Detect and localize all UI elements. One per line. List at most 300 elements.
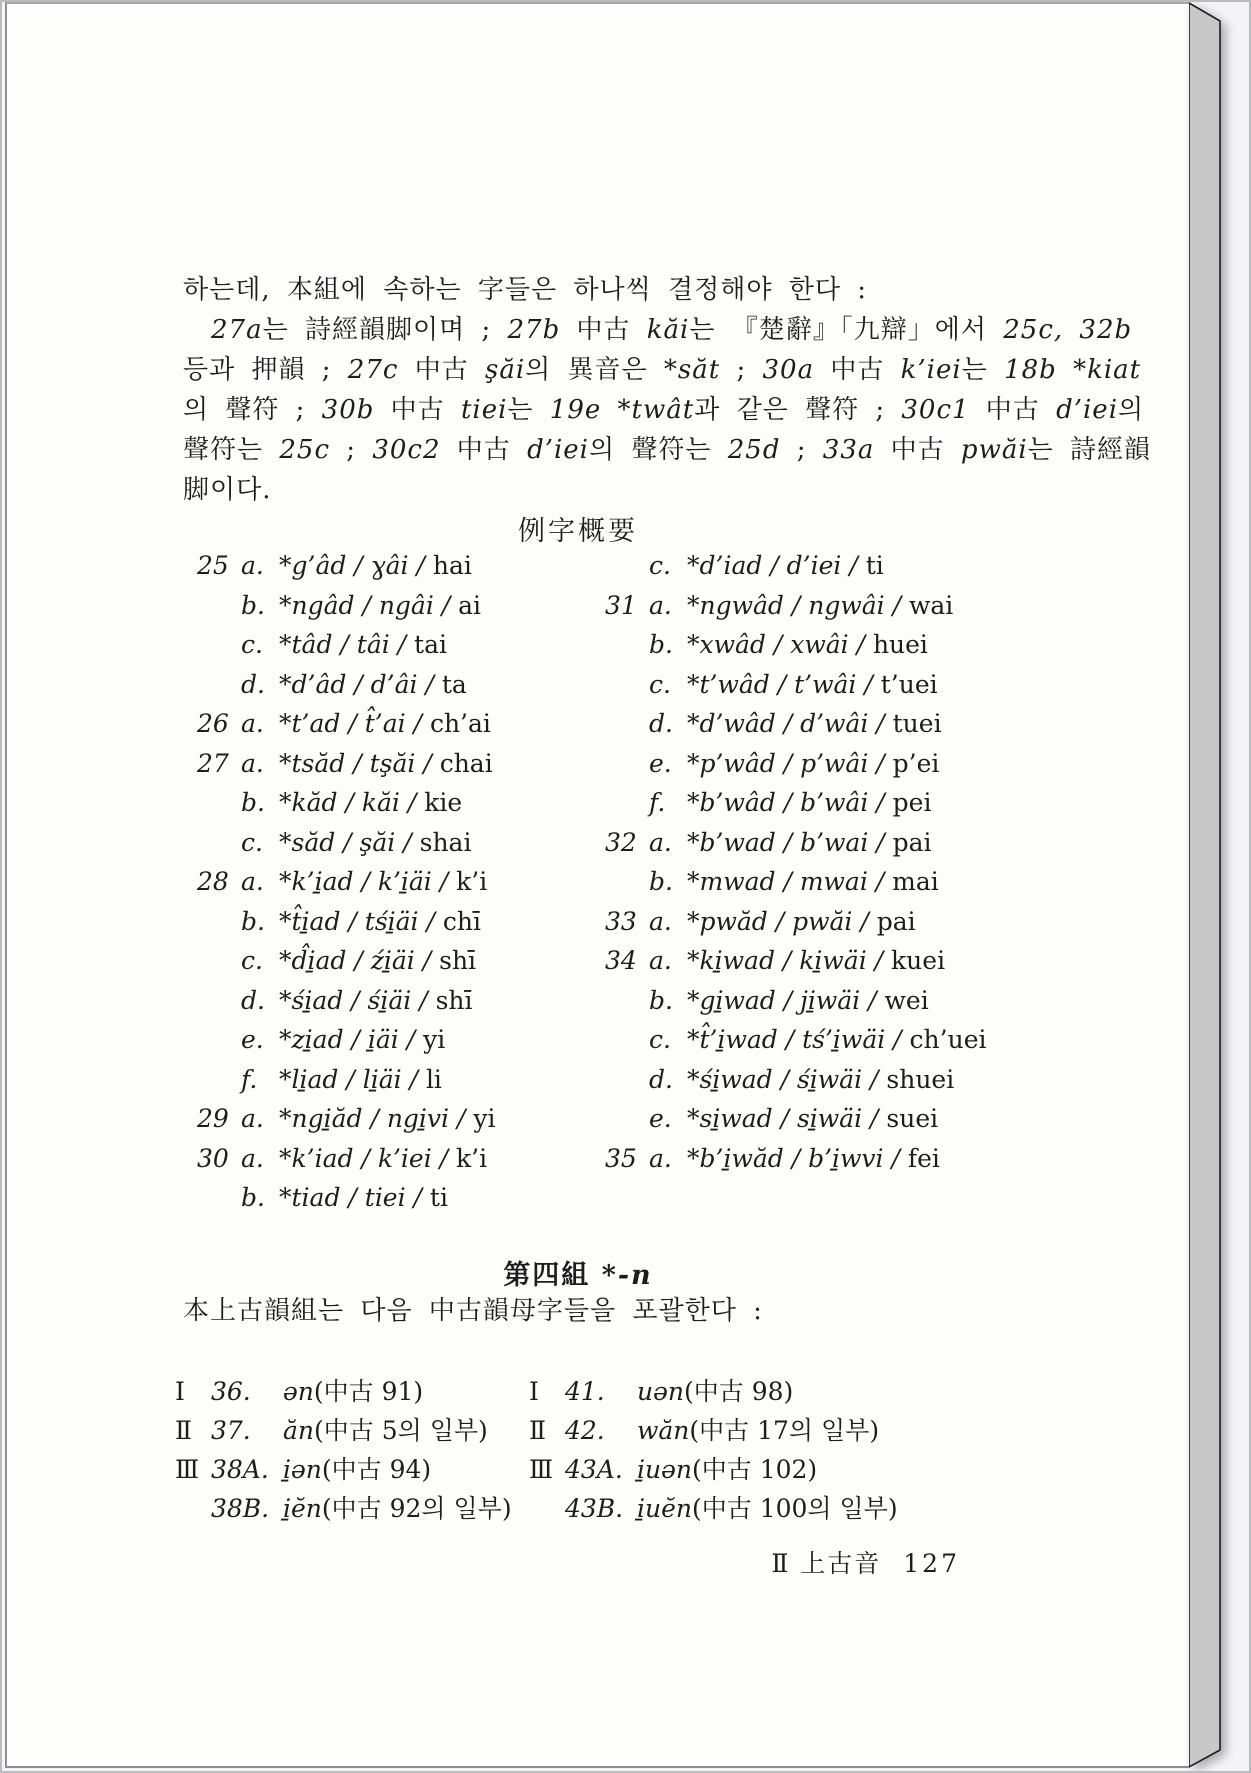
phonetic-form: kăi [646,315,690,345]
romanization: pai [876,906,916,936]
example-letter: a. [649,590,672,620]
rhyme-band-numeral: Ⅱ [529,1416,546,1445]
example-row [197,941,496,981]
rhyme-note: (中古 92의 일부) [321,1494,512,1523]
example-row [197,1099,496,1139]
rhyme-row [529,1372,898,1411]
example-forms [279,546,472,586]
phonetic-form: 30c1 [901,395,970,425]
example-number: 35 [605,1143,637,1173]
example-letter: e. [649,1104,672,1133]
reconstructed-forms: *śi̱wad / śi̱wäi / [687,1064,887,1094]
example-letter: d. [241,985,265,1015]
rhyme-row [175,1372,512,1411]
example-number [605,704,633,744]
text-run: 中古 [874,435,961,465]
examples-column-left [197,546,496,1218]
reconstructed-forms: *b’i̱wăd / b’i̱wvi / [687,1143,908,1173]
romanization: shuei [886,1064,955,1094]
rhyme-forms [283,1411,488,1450]
romanization: p’ei [892,748,940,778]
example-forms [687,586,953,626]
rhyme-note: (中古 102) [692,1455,818,1484]
example-letter: a. [241,867,264,896]
rhyme-forms [283,1372,423,1411]
example-letter: c. [649,669,671,699]
paragraph-line [183,470,995,510]
romanization: k’i [456,867,488,896]
example-row [605,823,987,863]
example-forms [279,941,476,981]
romanization: huei [872,630,928,659]
example-number [197,1060,225,1100]
romanization: t’uei [880,669,938,699]
reconstructed-forms: *ki̱wad / ki̱wäi / [687,946,892,975]
reconstructed-forms: *zi̱ad / i̱äi / [279,1025,424,1054]
example-number [605,981,633,1021]
example-number: 28 [197,867,229,896]
example-letter: c. [241,827,263,857]
text-run: ; [720,355,763,385]
example-number [197,902,225,942]
romanization: chī [442,906,481,936]
reconstructed-forms: *t̂’i̱wad / tś’i̱wäi / [687,1025,910,1054]
example-row [605,981,987,1021]
example-letter: e. [649,748,672,778]
phonetic-form: *săt [663,355,721,385]
romanization: tai [414,630,447,659]
paragraph-line [183,430,1152,470]
examples-column-right [605,546,987,1178]
example-letter: a. [241,709,264,738]
example-number: 25 [197,551,229,580]
phonetic-form: 30a [762,355,815,385]
example-letter: c. [649,1025,671,1054]
example-row [605,1099,987,1139]
phonetic-form: k’iei [900,355,962,385]
rhyme-form: i̱ən [283,1455,322,1484]
reconstructed-forms: *k’iad / k’iei / [279,1143,457,1173]
romanization: wei [884,985,929,1015]
romanization: pei [892,788,932,817]
text-run: 는 詩經韻脚이며 ; [262,315,508,345]
example-forms [687,546,884,586]
text-run: 의 [1118,395,1145,425]
example-row [197,783,496,823]
example-letter: a. [649,1143,672,1173]
text-run: 中古 [969,395,1057,425]
rhyme-form: i̱uĕn [637,1494,692,1523]
reconstructed-forms: *săd / şăi / [279,827,420,857]
example-number [197,625,225,665]
rhyme-forms [637,1450,817,1489]
example-forms [687,783,931,823]
example-number [197,981,225,1021]
example-forms [279,1178,448,1218]
example-row [605,586,987,626]
text-run: 의 聲符 ; [183,395,322,425]
romanization: shī [439,946,477,975]
example-row [605,783,987,823]
rhyme-form: wăn [637,1416,690,1445]
example-letter: a. [649,946,672,975]
example-forms [279,862,487,902]
example-forms [687,665,938,705]
example-forms [279,625,447,665]
page-footer [183,1544,960,1580]
example-row [605,744,987,784]
example-letter: a. [241,1143,264,1173]
romanization: ch’ai [429,709,491,738]
paragraph-line [183,310,1133,350]
reconstructed-forms: *kăd / kăi / [279,788,425,817]
example-row [605,941,987,981]
example-letter: b. [649,985,673,1015]
reconstructed-forms: *li̱ad / li̱äi / [279,1064,426,1094]
phonetic-form: 18b *kiat [1004,355,1142,385]
phonetic-form: 27a [211,315,263,345]
rhyme-number: 38A. [211,1455,269,1484]
example-forms [279,902,481,942]
example-number [605,783,633,823]
text-run: ; [780,435,823,465]
phonetic-form: 30b [321,395,375,425]
phonetic-form: d’iei [527,435,589,465]
example-letter: a. [241,748,264,778]
rhyme-row [529,1450,898,1489]
example-number: 31 [605,590,637,620]
romanization: tuei [892,709,942,738]
example-row [197,1020,496,1060]
example-row [605,862,987,902]
reconstructed-forms: *ngâd / ngâi / [279,590,459,620]
example-number: 27 [197,748,229,778]
rhyme-form: uən [637,1377,684,1406]
romanization: shai [419,827,472,857]
example-letter: b. [649,630,673,659]
example-row [197,625,496,665]
example-letter: c. [241,630,263,659]
rhyme-row [175,1489,512,1528]
example-row [605,902,987,942]
phonetic-form: 25c [279,435,331,465]
romanization: ch’uei [909,1025,987,1054]
phonetic-form: 30c2 [372,435,441,465]
text-run: 中古 [398,355,485,385]
reconstructed-forms: *tsăd / tşăi / [279,748,440,778]
example-row [197,862,496,902]
romanization: fei [907,1143,940,1173]
text-run: 脚이다. [183,475,272,505]
rhyme-list-right [529,1372,898,1528]
rhyme-note: (中古 100의 일부) [692,1494,898,1523]
text-run: 聲符는 [183,435,280,465]
rhyme-band-numeral [175,1489,211,1528]
romanization: ai [458,590,482,620]
example-row [605,1020,987,1060]
text-run: 과 같은 聲符 ; [694,395,902,425]
example-forms [687,862,939,902]
phonetic-form: d’iei [1056,395,1119,425]
romanization: li [425,1064,442,1094]
rhyme-row [175,1450,512,1489]
rhyme-row [529,1489,898,1528]
reconstructed-forms: *tiad / tiei / [279,1183,430,1212]
rhyme-note: (中古 17의 일부) [689,1416,880,1445]
example-number [605,862,633,902]
paragraph-line [183,390,1145,430]
example-number: 29 [197,1104,229,1133]
example-row [197,1139,496,1179]
phonetic-form: pwăi [960,435,1028,465]
example-number [197,1020,225,1060]
section-intro: 本上古韻組는 다음 中古韻母字들을 포괄한다 : [183,1296,763,1326]
romanization: shī [435,985,473,1015]
text-run: 등과 押韻 ; [183,355,348,385]
text-run: 中古 [440,435,528,465]
reconstructed-forms: *tâd / tâi / [279,630,415,659]
reconstructed-forms: *si̱wad / si̱wäi / [687,1104,887,1133]
rhyme-number: 42. [565,1416,605,1445]
reconstructed-forms: *ngi̱ăd / ngi̱vi / [279,1104,474,1133]
example-letter: a. [241,551,264,580]
rhyme-row [175,1411,512,1450]
reconstructed-forms: *d’iad / d’iei / [687,551,866,580]
reconstructed-forms: *gi̱wad / ji̱wäi / [687,985,885,1015]
example-letter: c. [649,551,671,580]
example-number: 30 [197,1143,229,1173]
example-letter: b. [241,906,265,936]
reconstructed-forms: *b’wad / b’wai / [687,827,893,857]
rhyme-forms [637,1372,793,1411]
example-forms [279,1099,496,1139]
example-number [197,1178,225,1218]
example-number [197,665,225,705]
book-page [5,2,1189,1768]
example-row [197,902,496,942]
example-forms [687,744,939,784]
example-forms [279,744,493,784]
phonetic-form: 25c, 32b [1003,315,1133,345]
example-letter: c. [241,946,263,975]
text-run: 中古 [814,355,901,385]
example-forms [687,823,932,863]
paragraph-line [183,270,995,310]
example-number [605,744,633,784]
example-row [197,823,496,863]
text-run: 는 [507,395,550,425]
example-forms [687,625,928,665]
rhyme-band-numeral: Ⅰ [175,1377,185,1406]
rhyme-number: 36. [211,1377,251,1406]
romanization: chai [439,748,493,778]
example-number: 33 [605,906,637,936]
example-number [197,586,225,626]
rhyme-band-numeral: Ⅲ [175,1455,200,1484]
text-run: 中古 [374,395,461,425]
text-run: ; [330,435,373,465]
rhyme-forms [283,1489,512,1528]
example-forms [687,1099,938,1139]
example-forms [279,1060,442,1100]
romanization: ti [429,1183,448,1212]
example-letter: d. [241,669,265,699]
rhyme-number: 38B. [211,1494,270,1523]
example-row [197,1178,496,1218]
romanization: kie [424,788,463,817]
phonetic-form: 27b [507,315,561,345]
rhyme-forms [283,1450,431,1489]
paragraph-line [183,350,1142,390]
example-number: 26 [197,709,229,738]
example-letter: f. [241,1064,258,1094]
rhyme-form: ən [283,1377,314,1406]
romanization: wai [908,590,954,620]
rhyme-note: (中古 98) [684,1377,794,1406]
example-number [197,823,225,863]
text-run: 는 詩經韻 [1027,435,1152,465]
example-row [605,1060,987,1100]
text-run: 中古 [560,315,647,345]
example-letter: f. [649,788,666,817]
example-forms [687,941,945,981]
example-number [605,1099,633,1139]
rhyme-band-numeral: Ⅲ [529,1455,554,1484]
example-forms [279,823,471,863]
example-letter: d. [649,1064,673,1094]
reconstructed-forms: *xwâd / xwâi / [687,630,873,659]
example-number [605,1060,633,1100]
reconstructed-forms: *pwăd / pwăi / [687,906,877,936]
romanization: suei [886,1104,939,1133]
reconstructed-forms: *śi̱ad / śi̱äi / [279,985,436,1015]
rhyme-number: 43B. [565,1494,624,1523]
intro-paragraph [183,270,1152,510]
example-letter: a. [241,1104,264,1133]
reconstructed-forms: *t’wâd / t’wâi / [687,669,881,699]
example-row [197,546,496,586]
example-letter: b. [241,788,265,817]
example-row [605,625,987,665]
footer-section-label: Ⅱ 上古音 [771,1549,882,1578]
example-letter: a. [649,827,672,857]
phonetic-form: *-n [601,1260,653,1291]
rhyme-band-numeral [529,1489,565,1528]
reconstructed-forms: *p’wâd / p’wâi / [687,748,893,778]
phonetic-form: 33a [822,435,875,465]
example-forms [279,1139,487,1179]
page-number: 127 [903,1549,960,1578]
example-forms [279,586,481,626]
romanization: yi [473,1104,496,1133]
example-forms [279,665,467,705]
reconstructed-forms: *d’âd / d’âi / [279,669,442,699]
example-forms [279,1020,445,1060]
example-number [197,941,225,981]
example-row [197,981,496,1021]
example-row [197,1060,496,1100]
text-run: 하는데, 本組에 속하는 字들은 하나씩 결정해야 한다 : [183,275,867,305]
example-forms [687,1139,940,1179]
example-letter: a. [649,906,672,936]
rhyme-note: (中古 91) [313,1377,424,1406]
rhyme-forms [637,1489,898,1528]
reconstructed-forms: *ngwâd / ngwâi / [687,590,909,620]
example-letter: b. [241,590,265,620]
example-letter: b. [241,1183,265,1212]
reconstructed-forms: *t̂i̱ad / tśi̱äi / [279,906,443,936]
phonetic-form: 27c [347,355,399,385]
phonetic-form: 19e *twât [549,395,695,425]
example-forms [687,981,929,1021]
book-page-edge [1189,2,1229,1769]
reconstructed-forms: *b’wâd / b’wâi / [687,788,893,817]
phonetic-form: şăi [484,355,526,385]
rhyme-number: 37. [211,1416,251,1445]
reconstructed-forms: *d̂i̱ad / źi̱äi / [279,946,440,975]
romanization: ti [865,551,884,580]
romanization: yi [423,1025,446,1054]
rhyme-forms [637,1411,879,1450]
example-letter: d. [649,709,673,738]
example-forms [687,704,942,744]
romanization: kuei [891,946,946,975]
example-row [197,665,496,705]
reconstructed-forms: *mwad / mwai / [687,867,893,896]
example-row [605,704,987,744]
example-number [605,625,633,665]
rhyme-form: i̱ĕn [283,1494,322,1523]
romanization: pai [892,827,932,857]
example-number: 32 [605,827,637,857]
rhyme-list-left [175,1372,512,1528]
example-forms [279,783,462,823]
rhyme-number: 43A. [565,1455,623,1484]
reconstructed-forms: *d’wâd / d’wâi / [687,709,893,738]
example-number [605,1020,633,1060]
example-row [197,744,496,784]
example-number [197,783,225,823]
rhyme-note: (中古 5의 일부) [314,1416,488,1445]
phonetic-form: 25d [727,435,781,465]
reconstructed-forms: *k’i̱ad / k’i̱äi / [279,867,457,896]
phonetic-form: tiei [460,395,508,425]
example-row [605,1139,987,1179]
example-row [197,586,496,626]
section-heading [183,1253,973,1292]
rhyme-number: 41. [565,1377,605,1406]
reconstructed-forms: *t’ad / t̂’ai / [279,709,430,738]
text-run: 는 [961,355,1005,385]
example-number [605,665,633,705]
example-forms [279,704,491,744]
examples-heading: 例字概要 [518,516,638,547]
reconstructed-forms: *g’âd / ɣâi / [279,551,433,580]
example-letter: b. [649,867,673,896]
romanization: k’i [456,1143,488,1173]
example-forms [687,1020,987,1060]
example-row [605,546,987,586]
example-forms [279,981,473,1021]
rhyme-band-numeral: Ⅰ [529,1377,539,1406]
example-row [605,665,987,705]
rhyme-form: i̱uən [637,1455,692,1484]
text-run: 는 『楚辭』「九辯」에서 [689,315,1004,345]
romanization: ta [441,669,467,699]
example-forms [687,902,916,942]
example-row [197,704,496,744]
text-run: 第四組 [503,1260,602,1291]
